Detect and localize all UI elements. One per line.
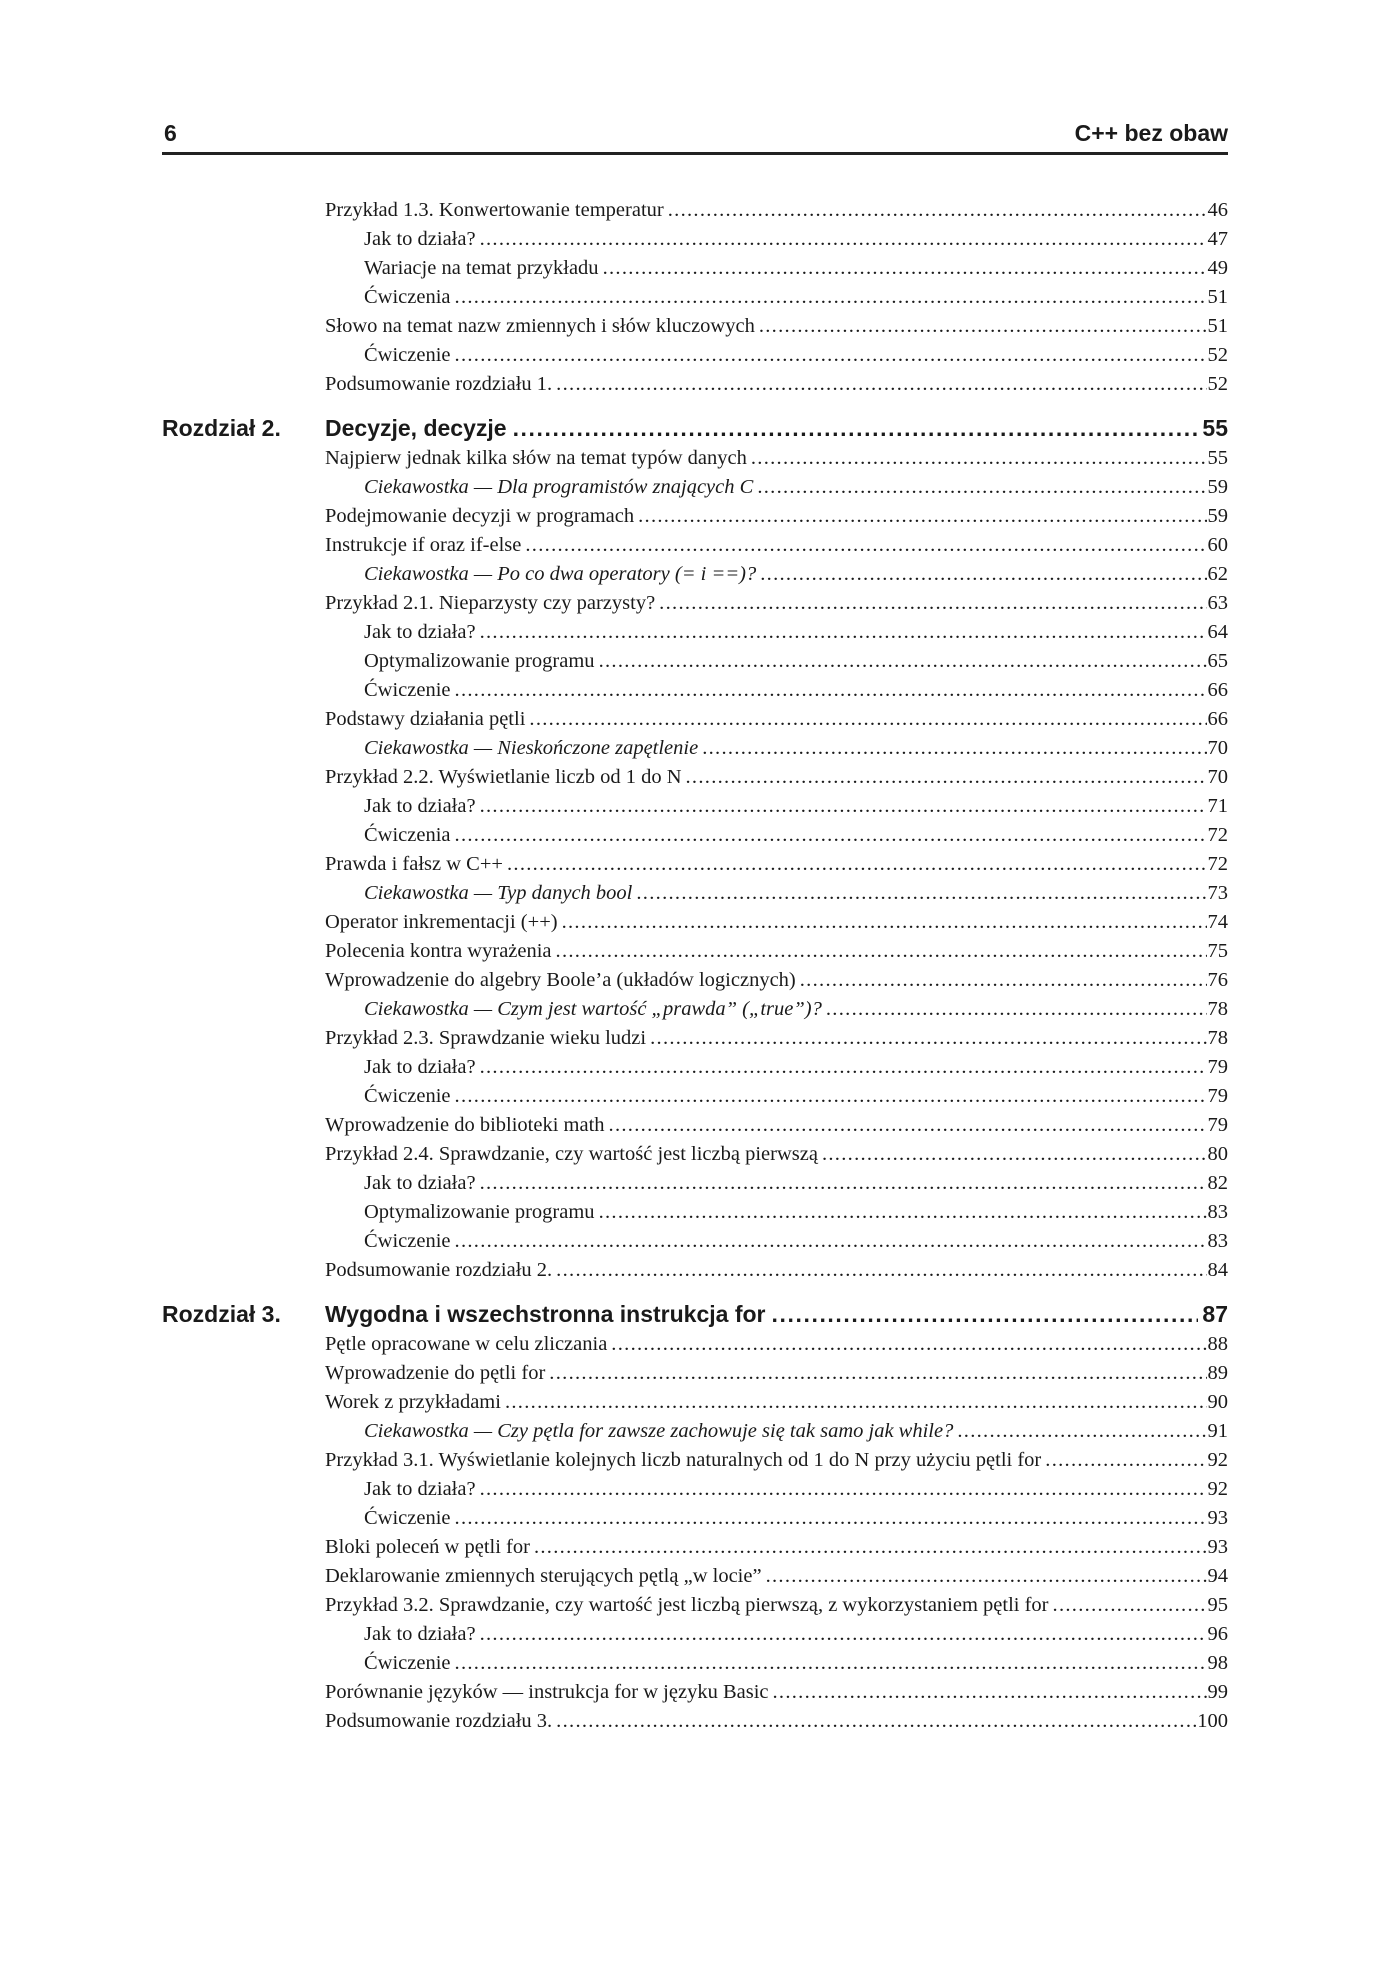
running-head: [162, 118, 1228, 148]
entry-title: Przykład 2.3. Sprawdzanie wieku ludzi: [325, 1027, 647, 1049]
entry-title: Decyzje, decyzje: [325, 415, 507, 441]
toc-sidebar-entry[interactable]: [162, 1417, 1228, 1446]
entry-title: Ciekawostka — Czym jest wartość „prawda” („true”)?: [364, 998, 822, 1020]
entry-title: Ciekawostka — Po co dwa operatory (= i ==)?: [364, 563, 757, 585]
page-ref: 87: [1202, 1301, 1228, 1327]
entry-title: Wprowadzenie do pętli for: [325, 1362, 546, 1384]
toc-sidebar-entry[interactable]: [162, 995, 1228, 1024]
entry-title: Ćwiczenia: [364, 824, 451, 846]
dot-leader: [480, 1169, 1207, 1198]
dot-leader: [556, 370, 1206, 399]
page-ref: 80: [1207, 1143, 1228, 1165]
dot-leader: [760, 560, 1206, 589]
entry-title: Przykład 1.3. Konwertowanie temperatur: [325, 199, 664, 221]
page-ref: 75: [1207, 940, 1228, 962]
dot-leader: [480, 792, 1207, 821]
entry-title: Jak to działa?: [364, 1056, 476, 1078]
dot-leader: [826, 995, 1207, 1024]
toc-entry[interactable]: [162, 589, 1228, 618]
entry-title: Prawda i fałsz w C++: [325, 853, 503, 875]
entry-title: Wygodna i wszechstronna instrukcja for: [325, 1301, 766, 1327]
page-ref: 91: [1207, 1420, 1228, 1442]
entry-title: Przykład 3.2. Sprawdzanie, czy wartość jest liczbą pierwszą, z wykorzystaniem pętli for: [325, 1594, 1049, 1616]
toc-entry[interactable]: [162, 225, 1228, 254]
dot-leader: [505, 1388, 1207, 1417]
page-ref: 63: [1207, 592, 1228, 614]
dot-leader: [772, 1298, 1199, 1330]
toc-entry[interactable]: [162, 502, 1228, 531]
header-rule: [162, 152, 1228, 155]
chapter-label: Rozdział 2.: [162, 415, 281, 441]
dot-leader: [455, 1227, 1207, 1256]
page-ref: 70: [1207, 737, 1228, 759]
chapter-label: Rozdział 3.: [162, 1301, 281, 1327]
entry-title: Porównanie języków — instrukcja for w języku Basic: [325, 1681, 769, 1703]
page-ref: 96: [1207, 1623, 1228, 1645]
page-ref: 84: [1207, 1259, 1228, 1281]
dot-leader: [599, 1198, 1207, 1227]
toc-entry[interactable]: [162, 1256, 1228, 1285]
toc-sidebar-entry[interactable]: [162, 473, 1228, 502]
page-ref: 65: [1207, 650, 1228, 672]
page-ref: 92: [1207, 1478, 1228, 1500]
dot-leader: [455, 821, 1207, 850]
page-ref: 82: [1207, 1172, 1228, 1194]
entry-title: Jak to działa?: [364, 1623, 476, 1645]
page-ref: 78: [1207, 1027, 1228, 1049]
entry-title: Wariacje na temat przykładu: [364, 257, 599, 279]
entry-title: Podstawy działania pętli: [325, 708, 526, 730]
toc-entry[interactable]: [162, 792, 1228, 821]
page-ref: 66: [1207, 708, 1228, 730]
toc-entry[interactable]: [162, 1446, 1228, 1475]
page-ref: 72: [1207, 853, 1228, 875]
dot-leader: [455, 676, 1207, 705]
entry-title: Przykład 2.1. Nieparzysty czy parzysty?: [325, 592, 656, 614]
page-ref: 76: [1207, 969, 1228, 991]
page-ref: 64: [1207, 621, 1228, 643]
page-ref: 59: [1207, 505, 1228, 527]
page-ref: 95: [1207, 1594, 1228, 1616]
entry-title: Podsumowanie rozdziału 2.: [325, 1259, 553, 1281]
page-ref: 60: [1207, 534, 1228, 556]
entry-title: Jak to działa?: [364, 795, 476, 817]
toc-entry[interactable]: [162, 1591, 1228, 1620]
toc-entry[interactable]: [162, 1024, 1228, 1053]
book-title: C++ bez obaw: [1074, 120, 1228, 146]
entry-title: Słowo na temat nazw zmiennych i słów kluczowych: [325, 315, 755, 337]
page-ref: 79: [1207, 1056, 1228, 1078]
page-ref: 47: [1207, 228, 1228, 250]
page-ref: 46: [1207, 199, 1228, 221]
page-ref: 79: [1207, 1114, 1228, 1136]
dot-leader: [1045, 1446, 1206, 1475]
page-ref: 71: [1207, 795, 1228, 817]
toc-entry[interactable]: [162, 1111, 1228, 1140]
toc-entry[interactable]: [162, 254, 1228, 283]
page-ref: 55: [1202, 415, 1228, 441]
dot-leader: [455, 341, 1207, 370]
toc-entry[interactable]: [162, 1649, 1228, 1678]
toc-chapter-heading[interactable]: [162, 1298, 1228, 1330]
dot-leader: [525, 531, 1206, 560]
entry-title: Ćwiczenie: [364, 679, 451, 701]
toc-entry[interactable]: [162, 937, 1228, 966]
dot-leader: [529, 705, 1206, 734]
dot-leader: [772, 1678, 1206, 1707]
page-ref: 83: [1207, 1201, 1228, 1223]
dot-leader: [609, 1111, 1207, 1140]
toc-entry[interactable]: [162, 1620, 1228, 1649]
page-ref: 94: [1207, 1565, 1228, 1587]
dot-leader: [638, 502, 1206, 531]
dot-leader: [603, 254, 1207, 283]
toc-sidebar-entry[interactable]: [162, 879, 1228, 908]
table-of-contents: [162, 196, 1228, 1736]
toc-entry[interactable]: [162, 1678, 1228, 1707]
entry-title: Jak to działa?: [364, 1172, 476, 1194]
dot-leader: [480, 618, 1207, 647]
entry-title: Ćwiczenie: [364, 1652, 451, 1674]
page-ref: 70: [1207, 766, 1228, 788]
page-ref: 74: [1207, 911, 1228, 933]
page-ref: 90: [1207, 1391, 1228, 1413]
page-ref: 51: [1207, 315, 1228, 337]
dot-leader: [636, 879, 1206, 908]
entry-title: Optymalizowanie programu: [364, 1201, 595, 1223]
entry-title: Ciekawostka — Nieskończone zapętlenie: [364, 737, 699, 759]
toc-entry[interactable]: [162, 1053, 1228, 1082]
entry-title: Ciekawostka — Czy pętla for zawsze zachowuje się tak samo jak while?: [364, 1420, 954, 1442]
toc-entry[interactable]: [162, 647, 1228, 676]
toc-entry[interactable]: [162, 618, 1228, 647]
entry-title: Jak to działa?: [364, 1478, 476, 1500]
entry-title: Przykład 2.2. Wyświetlanie liczb od 1 do N: [325, 766, 682, 788]
page-ref: 89: [1207, 1362, 1228, 1384]
entry-title: Ćwiczenie: [364, 1230, 451, 1252]
page-ref: 62: [1207, 563, 1228, 585]
page-ref: 59: [1207, 476, 1228, 498]
entry-title: Polecenia kontra wyrażenia: [325, 940, 552, 962]
dot-leader: [534, 1533, 1207, 1562]
toc-entry[interactable]: [162, 1227, 1228, 1256]
page-ref: 79: [1207, 1085, 1228, 1107]
dot-leader: [650, 1024, 1206, 1053]
toc-entry[interactable]: [162, 1475, 1228, 1504]
dot-leader: [668, 196, 1207, 225]
entry-title: Operator inkrementacji (++): [325, 911, 558, 933]
dot-leader: [599, 647, 1207, 676]
toc-entry[interactable]: [162, 908, 1228, 937]
entry-title: Deklarowanie zmiennych sterujących pętlą „w locie”: [325, 1565, 762, 1587]
toc-sidebar-entry[interactable]: [162, 734, 1228, 763]
entry-title: Optymalizowanie programu: [364, 650, 595, 672]
page-number: 6: [164, 120, 177, 146]
page-ref: 93: [1207, 1507, 1228, 1529]
toc-entry[interactable]: [162, 1140, 1228, 1169]
dot-leader: [507, 850, 1207, 879]
entry-title: Ciekawostka — Dla programistów znających C: [364, 476, 754, 498]
dot-leader: [800, 966, 1207, 995]
toc-entry[interactable]: [162, 676, 1228, 705]
page-ref: 98: [1207, 1652, 1228, 1674]
entry-title: Najpierw jednak kilka słów na temat typów danych: [325, 447, 747, 469]
entry-title: Podsumowanie rozdziału 1.: [325, 373, 553, 395]
entry-title: Ćwiczenie: [364, 344, 451, 366]
entry-title: Jak to działa?: [364, 621, 476, 643]
dot-leader: [766, 1562, 1207, 1591]
dot-leader: [455, 1504, 1207, 1533]
toc-entry[interactable]: [162, 370, 1228, 399]
dot-leader: [759, 312, 1207, 341]
toc-entry[interactable]: [162, 283, 1228, 312]
page-ref: 88: [1207, 1333, 1228, 1355]
dot-leader: [480, 1053, 1207, 1082]
dot-leader: [686, 763, 1207, 792]
entry-title: Ćwiczenie: [364, 1507, 451, 1529]
dot-leader: [480, 1475, 1207, 1504]
page-ref: 49: [1207, 257, 1228, 279]
page-ref: 78: [1207, 998, 1228, 1020]
dot-leader: [562, 908, 1207, 937]
toc-entry[interactable]: [162, 966, 1228, 995]
toc-entry[interactable]: [162, 1533, 1228, 1562]
dot-leader: [556, 937, 1207, 966]
entry-title: Ciekawostka — Typ danych bool: [364, 882, 633, 904]
page-ref: 52: [1207, 373, 1228, 395]
page-ref: 66: [1207, 679, 1228, 701]
entry-title: Worek z przykładami: [325, 1391, 501, 1413]
dot-leader: [702, 734, 1206, 763]
toc-entry[interactable]: [162, 1169, 1228, 1198]
toc-entry[interactable]: [162, 1388, 1228, 1417]
entry-title: Przykład 3.1. Wyświetlanie kolejnych liczb naturalnych od 1 do N przy użyciu pętli for: [325, 1449, 1042, 1471]
page-ref: 73: [1207, 882, 1228, 904]
toc-entry[interactable]: [162, 1359, 1228, 1388]
toc-entry[interactable]: [162, 1330, 1228, 1359]
dot-leader: [455, 1649, 1207, 1678]
dot-leader: [513, 412, 1199, 444]
toc-entry[interactable]: [162, 1504, 1228, 1533]
dot-leader: [455, 283, 1207, 312]
dot-leader: [556, 1707, 1196, 1736]
toc-entry[interactable]: [162, 1562, 1228, 1591]
entry-title: Pętle opracowane w celu zliczania: [325, 1333, 608, 1355]
dot-leader: [611, 1330, 1206, 1359]
toc-entry[interactable]: [162, 1707, 1228, 1736]
entry-title: Wprowadzenie do algebry Boole’a (układów logicznych): [325, 969, 796, 991]
toc-entry[interactable]: [162, 850, 1228, 879]
toc-entry[interactable]: [162, 821, 1228, 850]
dot-leader: [822, 1140, 1207, 1169]
dot-leader: [659, 589, 1206, 618]
toc-entry[interactable]: [162, 705, 1228, 734]
page-ref: 55: [1207, 447, 1228, 469]
toc-entry[interactable]: [162, 531, 1228, 560]
dot-leader: [556, 1256, 1206, 1285]
toc-entry[interactable]: [162, 312, 1228, 341]
entry-title: Ćwiczenie: [364, 1085, 451, 1107]
toc-entry[interactable]: [162, 763, 1228, 792]
entry-title: Przykład 2.4. Sprawdzanie, czy wartość jest liczbą pierwszą: [325, 1143, 818, 1165]
dot-leader: [480, 1620, 1207, 1649]
toc-sidebar-entry[interactable]: [162, 560, 1228, 589]
dot-leader: [957, 1417, 1206, 1446]
page-ref: 83: [1207, 1230, 1228, 1252]
page-ref: 51: [1207, 286, 1228, 308]
toc-chapter-heading[interactable]: [162, 412, 1228, 444]
page-ref: 100: [1197, 1710, 1228, 1732]
toc-entry[interactable]: [162, 1082, 1228, 1111]
entry-title: Ćwiczenia: [364, 286, 451, 308]
entry-title: Podejmowanie decyzji w programach: [325, 505, 635, 527]
entry-title: Jak to działa?: [364, 228, 476, 250]
page-ref: 92: [1207, 1449, 1228, 1471]
page-ref: 99: [1207, 1681, 1228, 1703]
page-ref: 72: [1207, 824, 1228, 846]
dot-leader: [757, 473, 1206, 502]
entry-title: Wprowadzenie do biblioteki math: [325, 1114, 605, 1136]
page-ref: 52: [1207, 344, 1228, 366]
dot-leader: [751, 444, 1207, 473]
toc-entry[interactable]: [162, 196, 1228, 225]
entry-title: Bloki poleceń w pętli for: [325, 1536, 530, 1558]
page-ref: 93: [1207, 1536, 1228, 1558]
toc-entry[interactable]: [162, 444, 1228, 473]
entry-title: Podsumowanie rozdziału 3.: [325, 1710, 553, 1732]
toc-entry[interactable]: [162, 1198, 1228, 1227]
dot-leader: [480, 225, 1207, 254]
dot-leader: [549, 1359, 1206, 1388]
entry-title: Instrukcje if oraz if-else: [325, 534, 522, 556]
toc-entry[interactable]: [162, 341, 1228, 370]
dot-leader: [455, 1082, 1207, 1111]
dot-leader: [1053, 1591, 1207, 1620]
